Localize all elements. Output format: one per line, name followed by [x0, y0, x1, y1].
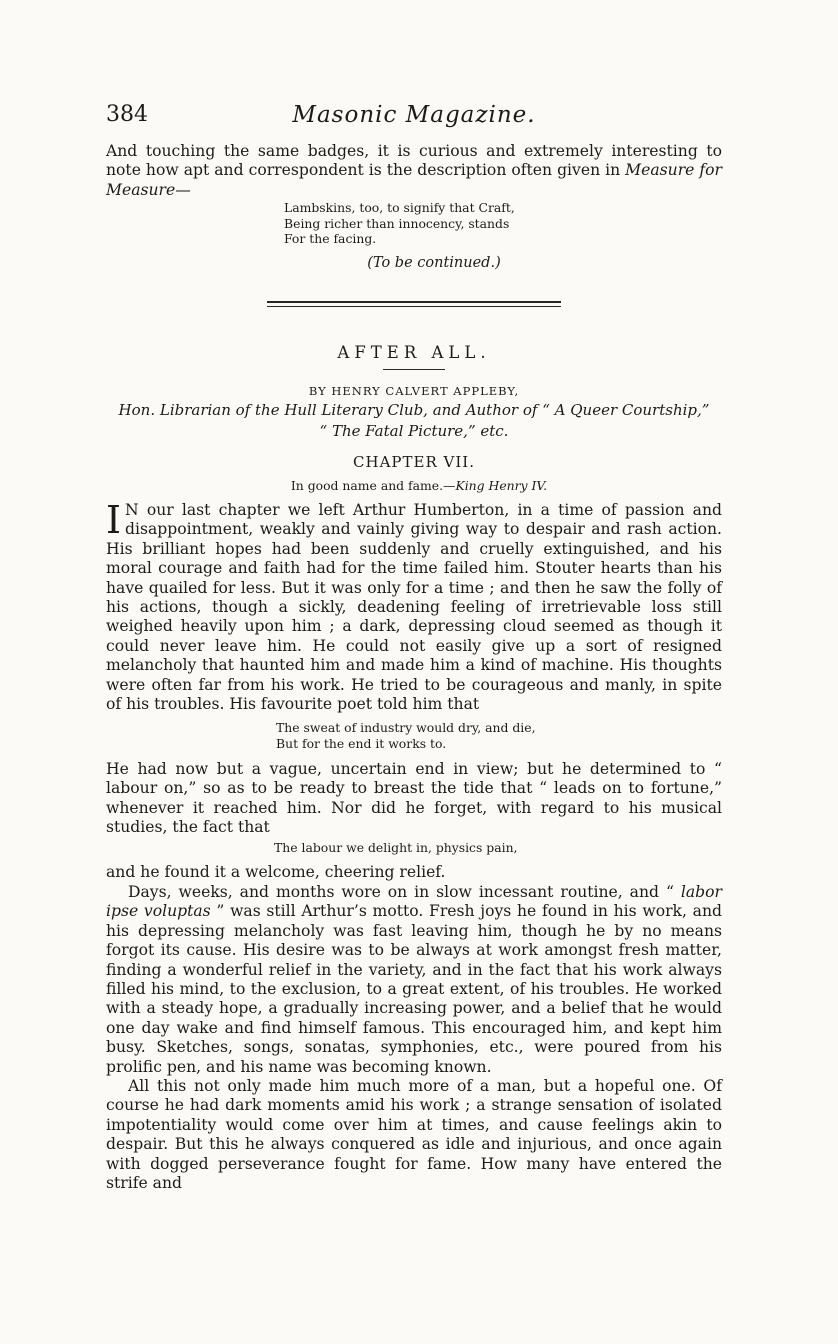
prev-verse: [284, 200, 722, 247]
epigraph-source: King Henry IV.: [455, 478, 548, 493]
prev-dash: —: [175, 180, 191, 199]
play-title: Measure for Measure: [106, 161, 722, 199]
paragraph-text: N our last chapter we left Arthur Humberton, in a time of passion and disappointment, weakly and vainly giving way to despair and rash action. His brilliant hopes had been suddenly and cruelly extinguished, and his moral courage and faith had for the time failed him. Stouter hearts than his have quailed for less. But it was only for a time ; and then he saw the folly of his actions, though a sickly, deadening feeling of irretrievable loss still weighed heavily upon him ; a dark, depressing cloud seemed as though it could never leave him. He could not easily give up a sort of resigned melancholy that haunted him and made him a kind of machine. His thoughts were often far from his work. He tried to be courageous and manly, in spite of his troubles. His favourite poet told him that: [106, 501, 722, 714]
verse-line: For the facing.: [284, 231, 377, 247]
divider-thin: [267, 306, 561, 307]
chapter-heading: CHAPTER VII.: [353, 453, 475, 471]
body-paragraph: He had now but a vague, uncertain end in view; but he determined to “ labour on,” so as to be ready to breast the tide that “ leads on to fortune,” whenever it reached him. Nor did he forget, with regard to his musical studies, the fact that: [106, 760, 722, 837]
story-title: AFTER ALL.: [337, 343, 491, 362]
body-paragraph: All this not only made him much more of a man, but a hopeful one. Of course he had dark moments amid his work ; a strange sensation of isolated impotentiality would come over him at times, and cause feelings akin to despair. But this he always conquered as idle and injurious, and once again with dogged perseverance fought for fame. How many have entered the strife and: [106, 1076, 722, 1192]
latin-motto: labor ipse voluptas: [106, 882, 722, 921]
to-be-continued: (To be continued.): [367, 255, 501, 271]
epigraph-text: In good name and fame.—: [290, 478, 456, 493]
body-paragraph: [106, 498, 722, 714]
affiliation-line: “ The Fatal Picture,” etc.: [319, 422, 509, 440]
prev-article-paragraph: [106, 142, 722, 200]
labour-quote: The labour we delight in, physics pain,: [274, 839, 518, 855]
body-paragraph: [106, 883, 722, 1077]
body-paragraph: and he found it a welcome, cheering relief.: [106, 863, 446, 882]
divider-thick: [267, 301, 561, 303]
drop-cap: I: [106, 498, 122, 542]
title-rule: [383, 369, 445, 370]
author-affiliation: [106, 400, 722, 442]
poet-quote: [276, 720, 722, 752]
section-divider: [267, 301, 561, 307]
page-header: [106, 96, 722, 136]
running-title: Masonic Magazine.: [292, 102, 536, 128]
paragraph-text: ” was still Arthur’s motto. Fresh joys he found in his work, and his depressing melancholy was fast leaving him, though he by no means forgot its cause. His desire was to be always at work amongst fresh matter, finding a wonderful relief in the variety, and in the fact that his work always filled his mind, to the exclusion, to a great extent, of his troubles. He worked with a steady hope, a gradually increasing power, and a belief that he would one day wake and find himself famous. This encouraged him, and kept him busy. Sketches, songs, sonatas, symphonies, etc., were poured from his prolific pen, and his name was becoming known.: [106, 902, 722, 1076]
epigraph: [106, 478, 722, 493]
quote-line: But for the end it works to.: [276, 736, 447, 752]
byline: BY HENRY CALVERT APPLEBY,: [308, 384, 520, 398]
affiliation-line: Hon. Librarian of the Hull Literary Club, and Author of “ A Queer Courtship,”: [118, 401, 710, 419]
magazine-page: [106, 96, 722, 1193]
quote-line: The sweat of industry would dry, and die,: [276, 720, 536, 736]
page-number: 384: [106, 102, 148, 127]
verse-line: Lambskins, too, to signify that Craft,: [284, 200, 515, 216]
prev-intro-text: And touching the same badges, it is curious and extremely interesting to note how apt and correspondent is the description often given in: [106, 142, 722, 180]
paragraph-text: Days, weeks, and months wore on in slow incessant routine, and “: [128, 882, 681, 901]
verse-line: Being richer than innocency, stands: [284, 215, 510, 231]
